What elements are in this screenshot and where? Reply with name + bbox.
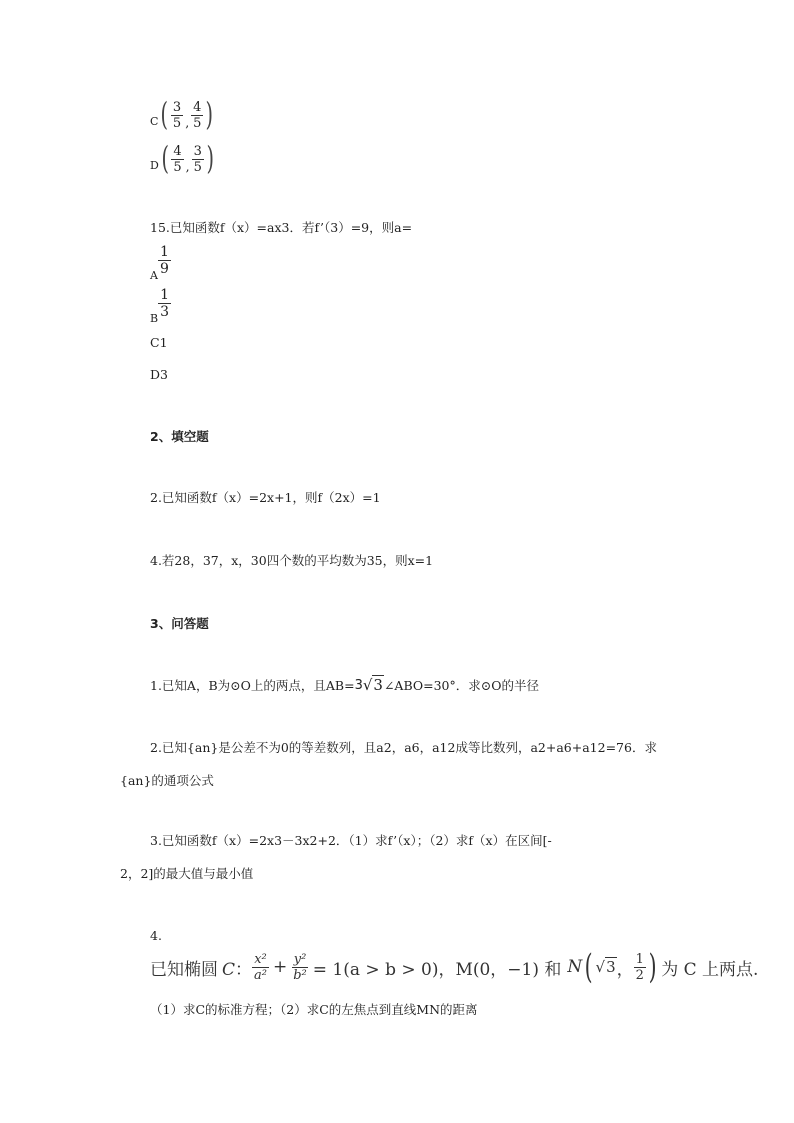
fraction: $\frac{3}{5}$: [172, 100, 182, 131]
answer-question-4-number: 4.: [150, 928, 162, 943]
answer-question-2-line2: {an}的通项公式: [120, 773, 214, 788]
fraction: $\frac{1}{9}$: [159, 244, 169, 277]
option-letter: D: [150, 159, 159, 172]
section-2-heading: 2、填空题: [150, 429, 209, 444]
option-c-top: C ( $\frac{3}{5}$ , $\frac{4}{5}$ ): [150, 95, 214, 133]
fraction: $\frac{\text{x²}}{\text{a²}}$: [254, 951, 267, 983]
answer-question-3-line1: 3.已知函数f（x）=2x3－3x2+2．（1）求f’（x）；（2）求f（x）在区间[-: [150, 833, 552, 848]
fraction: $\frac{\text{y²}}{\text{b²}}$: [293, 951, 307, 983]
ellipse-equation: 已知椭圆 C： $\frac{\text{x²}}{\text{a²}}$ + $\frac{\text{y²}}{\text{b²}}$ = 1(a > b > 0)，M(0，−1) 和 N ( √3 ， $\frac{1}{2}$ ) 为 C 上两点.: [150, 947, 759, 987]
answer-question-4-subparts: （1）求C的标准方程；（2）求C的左焦点到直线MN的距离: [150, 1002, 478, 1017]
option-a-q15: A $\frac{1}{9}$: [150, 244, 169, 282]
fraction: $\frac{3}{5}$: [193, 144, 202, 175]
answer-question-2-line1: 2.已知{an}是公差不为0的等差数列，且a2，a6，a12成等比数列，a2+a6+a12=76．求: [150, 740, 657, 755]
option-letter: C: [150, 115, 159, 128]
section-3-heading: 3、问答题: [150, 616, 209, 631]
sqrt-symbol: √3: [595, 958, 616, 976]
option-c-q15: C1: [150, 335, 168, 350]
fraction: $\frac{4}{5}$: [173, 144, 182, 175]
option-d-top: D ( $\frac{4}{5}$ , $\frac{3}{5}$ ): [150, 139, 214, 177]
answer-question-1: 1.已知A，B为⊙O上的两点，且AB= 3 √3 ∠ABO=30°．求⊙O的半径: [150, 676, 539, 694]
option-b-q15: B $\frac{1}{3}$: [150, 287, 170, 325]
fill-question-4: 4.若28，37，x，30四个数的平均数为35，则x=1: [150, 553, 434, 568]
sqrt-symbol: √3: [362, 676, 383, 694]
fill-question-2: 2.已知函数f（x）=2x+1，则f（2x）=1: [150, 490, 381, 505]
question-15-text: 15.已知函数f（x）=ax3．若f’（3）=9，则a=: [150, 220, 413, 235]
option-d-q15: D3: [150, 367, 168, 382]
fraction: $\frac{1}{2}$: [635, 951, 644, 983]
fraction: $\frac{4}{5}$: [193, 100, 202, 131]
fraction: $\frac{1}{3}$: [160, 287, 170, 320]
answer-question-3-line2: 2，2]的最大值与最小值: [120, 866, 254, 881]
